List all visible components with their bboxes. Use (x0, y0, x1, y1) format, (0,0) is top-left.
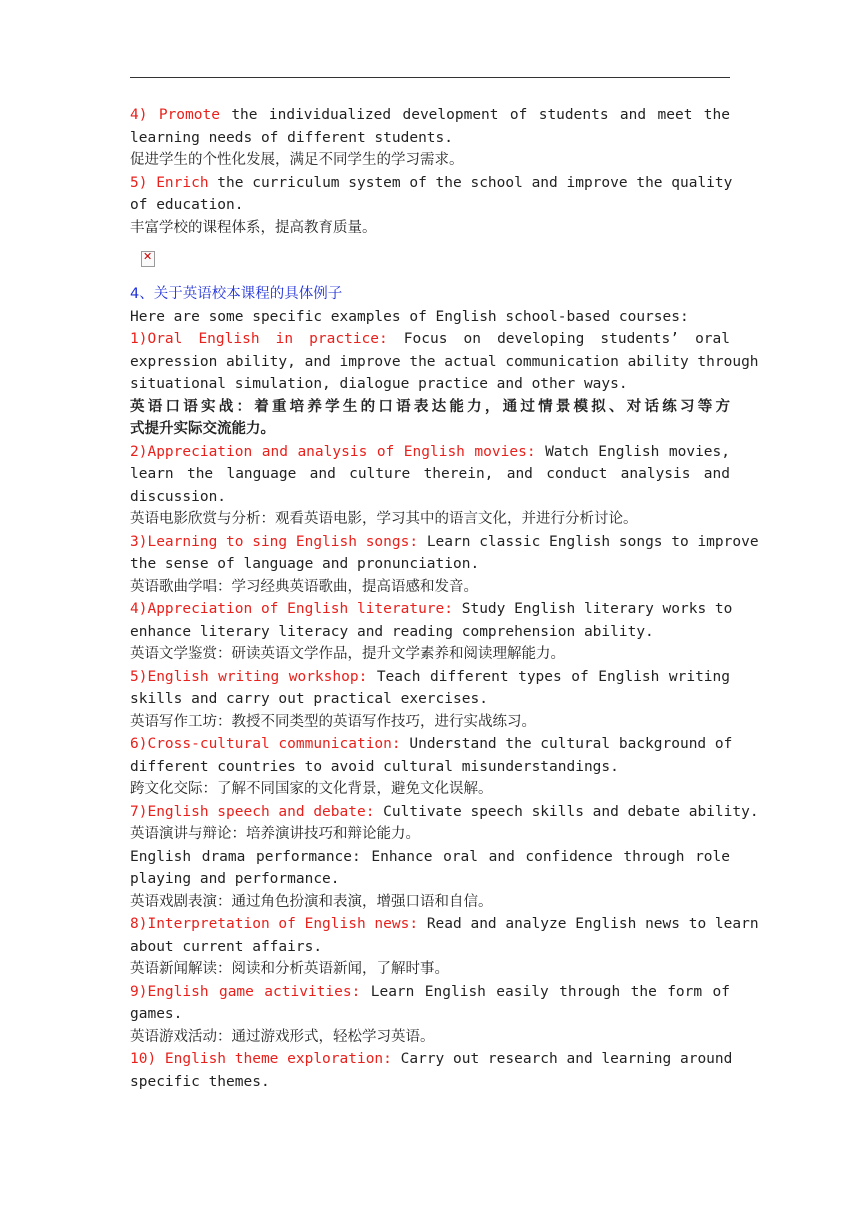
course-line: learn the language and culture therein, and conduct analysis and (130, 466, 730, 482)
course-text: Learn English easily through the form of (360, 983, 730, 1000)
item-line: learning needs of different students. (130, 129, 454, 146)
course-text: Study English literary works to (453, 601, 733, 617)
item-translation: 促进学生的个性化发展，满足不同学生的学习需求。 (130, 152, 464, 168)
course-translation: 英语演讲与辩论：培养演讲技巧和辩论能力。 (130, 826, 420, 842)
course-translation: 英语电影欣赏与分析：观看英语电影，学习其中的语言文化，并进行分析讨论。 (130, 511, 638, 527)
course-line: expression ability, and improve the actual communication ability through (130, 353, 759, 370)
course-line: games. (130, 1006, 183, 1022)
course-text: Learn classic English songs to improve (418, 533, 759, 550)
course-text: Cultivate speech skills and debate ability. (374, 803, 759, 820)
course-line (130, 598, 733, 621)
course-translation: 英语写作工坊：教授不同类型的英语写作技巧，进行实战练习。 (130, 713, 536, 730)
item-translation: 丰富学校的课程体系，提高教育质量。 (130, 219, 377, 236)
course-line (130, 1048, 733, 1071)
broken-image-icon (141, 251, 155, 267)
course-line: specific themes. (130, 1073, 270, 1090)
course-line (130, 733, 733, 756)
course-label: 7)English speech and debate: (130, 803, 375, 820)
course-line (130, 981, 730, 1004)
course-translation: 英语歌曲学唱：学习经典英语歌曲，提高语感和发音。 (130, 578, 478, 595)
course-line (130, 801, 759, 824)
course-label: 9)English game activities: (130, 983, 361, 1000)
course-label: 4)Appreciation of English literature: (130, 601, 454, 617)
course-translation: 英语口语实战：着重培养学生的口语表达能力，通过情景模拟、对话练习等方 (130, 398, 730, 415)
course-line (130, 913, 759, 936)
course-label: 5)English writing workshop: (130, 668, 368, 685)
section-intro: Here are some specific examples of English school-based courses: (130, 308, 689, 325)
course-line: English drama performance: Enhance oral and confidence through role (130, 848, 730, 865)
course-line: situational simulation, dialogue practice and other ways. (130, 376, 628, 392)
course-text: Focus on developing students’ oral (387, 331, 730, 347)
course-line: about current affairs. (130, 938, 323, 955)
course-label: 2)Appreciation and analysis of English movies: (130, 443, 536, 460)
course-text: Understand the cultural background of (400, 736, 733, 752)
course-line (130, 531, 759, 554)
section-heading: 4、关于英语校本课程的具体例子 (130, 286, 343, 302)
course-line: skills and carry out practical exercises. (130, 691, 488, 707)
course-text: Carry out research and learning around (391, 1051, 733, 1067)
course-line: discussion. (130, 488, 227, 505)
header-rule (130, 77, 730, 78)
course-text: Teach different types of English writing (367, 668, 730, 685)
course-translation: 英语新闻解读：阅读和分析英语新闻，了解时事。 (130, 961, 449, 977)
item-label: 5) Enrich (130, 174, 209, 191)
course-line (130, 666, 730, 689)
course-translation: 式提升实际交流能力。 (130, 421, 275, 437)
course-translation: 跨文化交际：了解不同国家的文化背景，避免文化误解。 (130, 781, 493, 797)
course-label: 6)Cross-cultural communication: (130, 736, 401, 752)
course-text: Watch English movies, (535, 443, 730, 460)
course-line (130, 328, 730, 351)
course-line: the sense of language and pronunciation. (130, 556, 480, 572)
item-label: 4) Promote (130, 107, 220, 123)
document-body (130, 104, 759, 1093)
item-line: of education. (130, 197, 244, 213)
item-text: the curriculum system of the school and improve the quality (208, 174, 733, 191)
course-label: 8)Interpretation of English news: (130, 916, 419, 932)
course-line: playing and performance. (130, 871, 340, 887)
course-label: 10) English theme exploration: (130, 1051, 392, 1067)
course-text: Read and analyze English news to learn (418, 916, 759, 932)
image-placeholder (130, 239, 730, 283)
item-text: the individualized development of students and meet the (219, 107, 730, 123)
course-translation: 英语游戏活动：通过游戏形式，轻松学习英语。 (130, 1028, 435, 1045)
course-line: different countries to avoid cultural misunderstandings. (130, 758, 619, 775)
item-line (130, 104, 730, 127)
course-line (130, 441, 730, 464)
course-line: enhance literary literacy and reading comprehension ability. (130, 623, 654, 640)
course-translation: 英语戏剧表演：通过角色扮演和表演，增强口语和自信。 (130, 893, 493, 910)
course-label: 1)Oral English in practice: (130, 331, 388, 347)
course-translation: 英语文学鉴赏：研读英语文学作品，提升文学素养和阅读理解能力。 (130, 646, 565, 662)
item-line (130, 172, 733, 195)
course-label: 3)Learning to sing English songs: (130, 533, 419, 550)
